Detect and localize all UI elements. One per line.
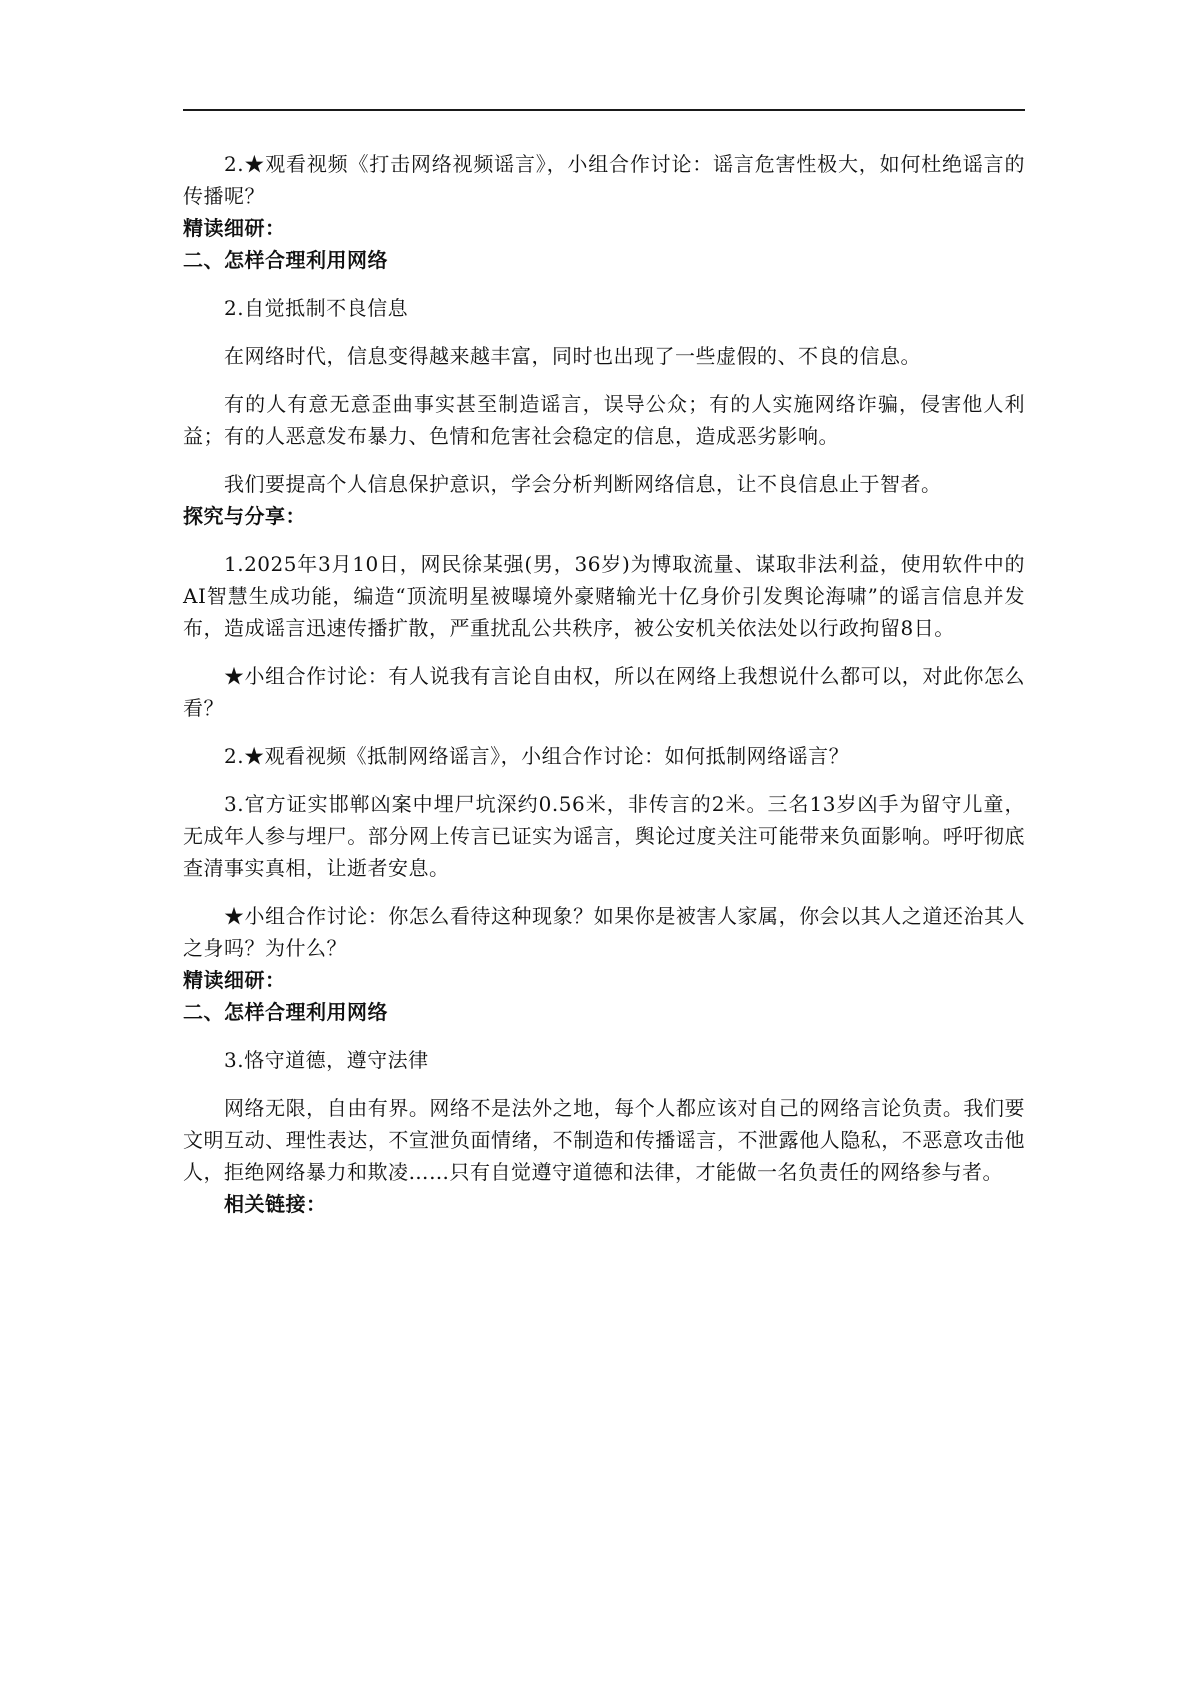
paragraph-network-freedom: 网络无限，自由有界。网络不是法外之地，每个人都应该对自己的网络言论负责。我们要文明互动、理性表达，不宣泄负面情绪，不制造和传播谣言，不泄露他人隐私，不恶意攻击他人，拒绝网络暴力和欺凌……只有自觉遵守道德和法律，才能做一名负责任的网络参与者。 [183, 1096, 1025, 1184]
document-body [183, 148, 1025, 1220]
paragraph-case-1: 1.2025年3月10日，网民徐某强(男，36岁)为博取流量、谋取非法利益，使用软件中的AI智慧生成功能，编造“顶流明星被曝境外豪赌输光十亿身价引发舆论海啸”的谣言信息并发布，造成谣言迅速传播扩散，严重扰乱公共秩序，被公安机关依法处以行政拘留8日。 [183, 552, 1025, 640]
section-heading-related-links: 相关链接： [224, 1192, 327, 1216]
paragraph-network-era: 在网络时代，信息变得越来越丰富，同时也出现了一些虚假的、不良的信息。 [224, 344, 921, 368]
paragraph-discussion-free-speech: ★小组合作讨论：有人说我有言论自由权，所以在网络上我想说什么都可以，对此你怎么看？ [183, 664, 1025, 720]
point-title-resist-bad-info: 2.自觉抵制不良信息 [224, 296, 409, 320]
section-heading-close-reading-2: 精读细研： [183, 968, 286, 992]
point-title-morality-law: 3.恪守道德，遵守法律 [224, 1048, 429, 1072]
section-subheading-use-network: 二、怎样合理利用网络 [183, 248, 388, 272]
section-heading-explore-share: 探究与分享： [183, 504, 306, 528]
paragraph-video-discussion-1: 2.★观看视频《打击网络视频谣言》，小组合作讨论：谣言危害性极大，如何杜绝谣言的传播呢？ [183, 152, 1025, 208]
paragraph-video-discussion-2: 2.★观看视频《抵制网络谣言》，小组合作讨论：如何抵制网络谣言？ [224, 744, 850, 768]
paragraph-case-3: 3.官方证实邯郸凶案中埋尸坑深约0.56米，非传言的2米。三名13岁凶手为留守儿童，无成年人参与埋尸。部分网上传言已证实为谣言，舆论过度关注可能带来负面影响。呼吁彻底查清事实真相，让逝者安息。 [183, 792, 1025, 880]
paragraph-discussion-victim-family: ★小组合作讨论：你怎么看待这种现象？如果你是被害人家属，你会以其人之道还治其人之身吗？为什么？ [183, 904, 1025, 960]
paragraph-protect-info: 我们要提高个人信息保护意识，学会分析判断网络信息，让不良信息止于智者。 [224, 472, 942, 496]
section-heading-close-reading: 精读细研： [183, 216, 286, 240]
paragraph-some-people: 有的人有意无意歪曲事实甚至制造谣言，误导公众；有的人实施网络诈骗，侵害他人利益；有的人恶意发布暴力、色情和危害社会稳定的信息，造成恶劣影响。 [183, 392, 1025, 448]
section-subheading-use-network-2: 二、怎样合理利用网络 [183, 1000, 388, 1024]
header-rule [183, 109, 1025, 111]
